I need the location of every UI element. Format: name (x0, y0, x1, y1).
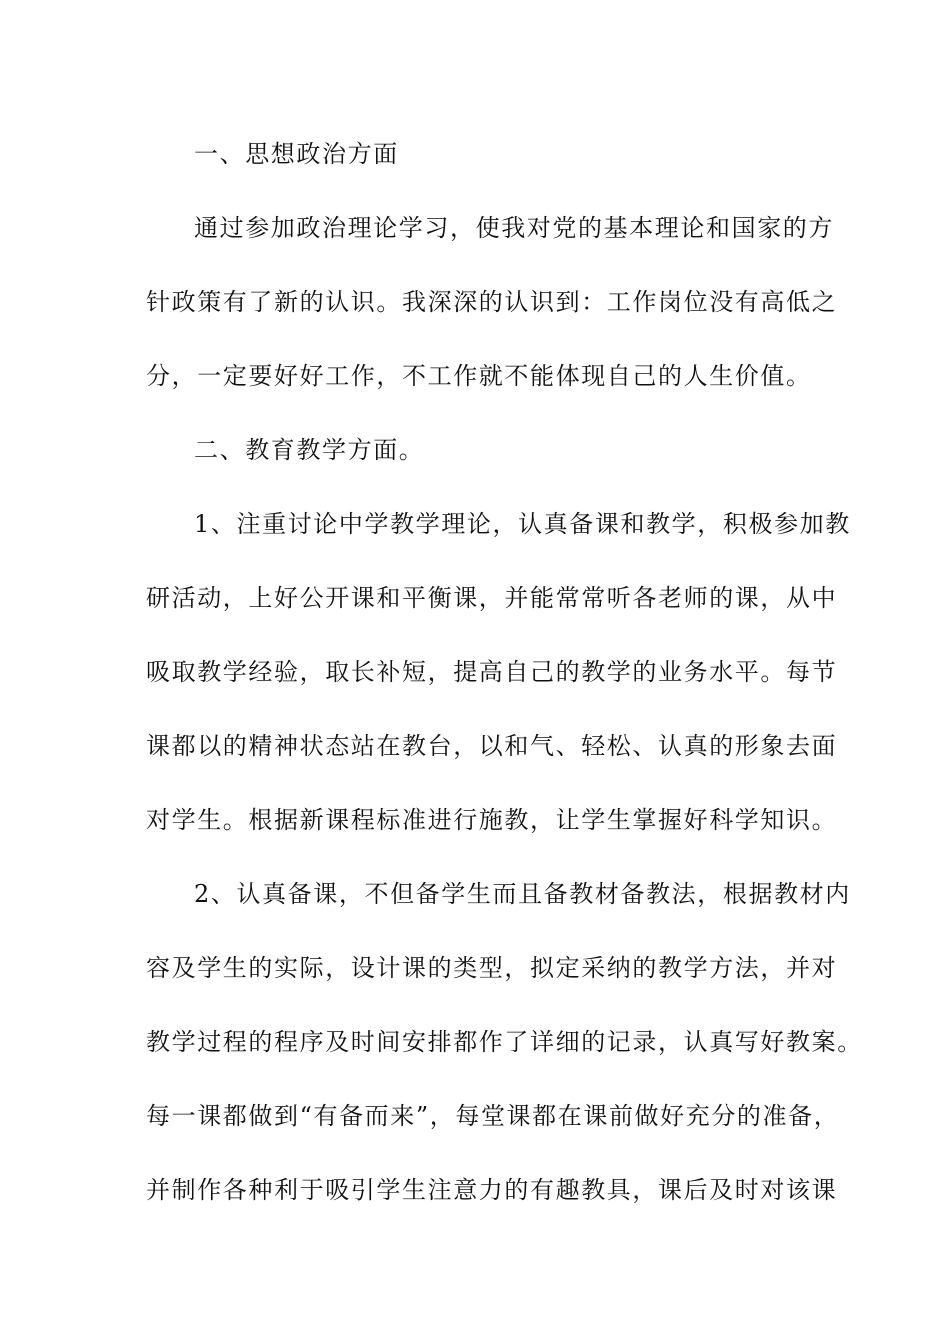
paragraph-line: 研活动，上好公开课和平衡课，并能常常听各老师的课，从中 (146, 584, 838, 612)
paragraph-line: 并制作各种利于吸引学生注意力的有趣教具，课后及时对该课 (146, 1176, 838, 1204)
paragraph-line: 针政策有了新的认识。我深深的认识到：工作岗位没有高低之 (146, 288, 838, 316)
paragraph-line: 通过参加政治理论学习，使我对党的基本理论和国家的方 (194, 214, 834, 242)
paragraph-line: 容及学生的实际，设计课的类型，拟定采纳的教学方法，并对 (146, 954, 838, 982)
section-heading-teaching: 二、教育教学方面。 (194, 436, 425, 464)
paragraph-line: 2、认真备课，不但备学生而且备教材备教法，根据教材内 (194, 880, 851, 908)
paragraph-line: 每一课都做到“有备而来”，每堂课都在课前做好充分的准备， (146, 1102, 840, 1130)
section-heading-political: 一、思想政治方面 (194, 140, 399, 168)
paragraph-line: 对学生。根据新课程标准进行施教，让学生掌握好科学知识。 (146, 806, 838, 834)
paragraph-line: 课都以的精神状态站在教台，以和气、轻松、认真的形象去面 (146, 732, 838, 760)
paragraph-line: 分，一定要好好工作，不工作就不能体现自己的人生价值。 (146, 362, 812, 390)
paragraph-line: 教学过程的程序及时间安排都作了详细的记录，认真写好教案。 (146, 1028, 863, 1056)
paragraph-line: 1、注重讨论中学教学理论，认真备课和教学，积极参加教 (194, 510, 851, 538)
paragraph-line: 吸取教学经验，取长补短，提高自己的教学的业务水平。每节 (146, 658, 838, 686)
